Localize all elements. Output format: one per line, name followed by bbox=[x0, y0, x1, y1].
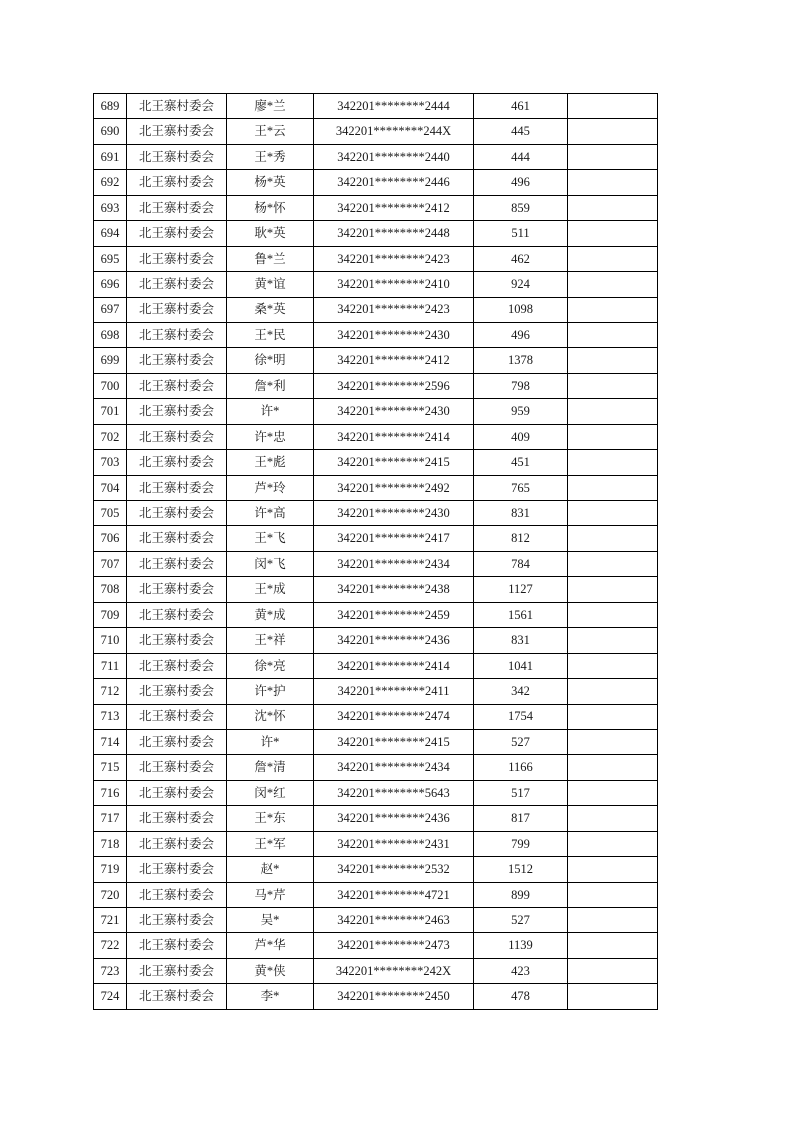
roster-table bbox=[93, 93, 658, 1010]
table-row bbox=[94, 450, 658, 475]
row-number-cell: 704 bbox=[94, 475, 127, 500]
table-row bbox=[94, 857, 658, 882]
row-number-cell: 701 bbox=[94, 399, 127, 424]
village-committee-cell: 北王寨村委会 bbox=[127, 399, 227, 424]
roster-table-body bbox=[94, 94, 658, 1010]
empty-note-cell bbox=[568, 933, 658, 958]
row-number-cell: 692 bbox=[94, 170, 127, 195]
village-committee-cell: 北王寨村委会 bbox=[127, 119, 227, 144]
empty-note-cell bbox=[568, 246, 658, 271]
empty-note-cell bbox=[568, 551, 658, 576]
empty-note-cell bbox=[568, 501, 658, 526]
village-committee-cell: 北王寨村委会 bbox=[127, 755, 227, 780]
masked-id-cell: 342201********2463 bbox=[314, 908, 474, 933]
masked-id-cell: 342201********2431 bbox=[314, 831, 474, 856]
table-row bbox=[94, 119, 658, 144]
person-name-cell: 赵* bbox=[227, 857, 314, 882]
table-row bbox=[94, 195, 658, 220]
village-committee-cell: 北王寨村委会 bbox=[127, 551, 227, 576]
row-number-cell: 721 bbox=[94, 908, 127, 933]
person-name-cell: 吴* bbox=[227, 908, 314, 933]
row-number-cell: 695 bbox=[94, 246, 127, 271]
row-number-cell: 708 bbox=[94, 577, 127, 602]
table-row bbox=[94, 373, 658, 398]
table-row bbox=[94, 144, 658, 169]
person-name-cell: 王*云 bbox=[227, 119, 314, 144]
village-committee-cell: 北王寨村委会 bbox=[127, 628, 227, 653]
masked-id-cell: 342201********2459 bbox=[314, 602, 474, 627]
village-committee-cell: 北王寨村委会 bbox=[127, 170, 227, 195]
amount-cell: 924 bbox=[474, 272, 568, 297]
amount-cell: 1166 bbox=[474, 755, 568, 780]
row-number-cell: 716 bbox=[94, 780, 127, 805]
village-committee-cell: 北王寨村委会 bbox=[127, 704, 227, 729]
masked-id-cell: 342201********2430 bbox=[314, 399, 474, 424]
empty-note-cell bbox=[568, 958, 658, 983]
village-committee-cell: 北王寨村委会 bbox=[127, 984, 227, 1009]
village-committee-cell: 北王寨村委会 bbox=[127, 602, 227, 627]
table-row bbox=[94, 755, 658, 780]
row-number-cell: 720 bbox=[94, 882, 127, 907]
person-name-cell: 徐*亮 bbox=[227, 653, 314, 678]
table-row bbox=[94, 831, 658, 856]
amount-cell: 799 bbox=[474, 831, 568, 856]
row-number-cell: 694 bbox=[94, 221, 127, 246]
empty-note-cell bbox=[568, 475, 658, 500]
empty-note-cell bbox=[568, 195, 658, 220]
table-row bbox=[94, 246, 658, 271]
masked-id-cell: 342201********2532 bbox=[314, 857, 474, 882]
person-name-cell: 闵*飞 bbox=[227, 551, 314, 576]
amount-cell: 444 bbox=[474, 144, 568, 169]
village-committee-cell: 北王寨村委会 bbox=[127, 501, 227, 526]
masked-id-cell: 342201********2415 bbox=[314, 450, 474, 475]
village-committee-cell: 北王寨村委会 bbox=[127, 450, 227, 475]
masked-id-cell: 342201********2434 bbox=[314, 755, 474, 780]
empty-note-cell bbox=[568, 602, 658, 627]
person-name-cell: 许* bbox=[227, 729, 314, 754]
empty-note-cell bbox=[568, 857, 658, 882]
masked-id-cell: 342201********244X bbox=[314, 119, 474, 144]
empty-note-cell bbox=[568, 653, 658, 678]
village-committee-cell: 北王寨村委会 bbox=[127, 195, 227, 220]
table-row bbox=[94, 704, 658, 729]
village-committee-cell: 北王寨村委会 bbox=[127, 322, 227, 347]
row-number-cell: 712 bbox=[94, 679, 127, 704]
amount-cell: 1098 bbox=[474, 297, 568, 322]
village-committee-cell: 北王寨村委会 bbox=[127, 577, 227, 602]
table-row bbox=[94, 653, 658, 678]
village-committee-cell: 北王寨村委会 bbox=[127, 373, 227, 398]
village-committee-cell: 北王寨村委会 bbox=[127, 424, 227, 449]
table-row bbox=[94, 272, 658, 297]
village-committee-cell: 北王寨村委会 bbox=[127, 144, 227, 169]
masked-id-cell: 342201********2423 bbox=[314, 246, 474, 271]
amount-cell: 959 bbox=[474, 399, 568, 424]
empty-note-cell bbox=[568, 526, 658, 551]
amount-cell: 423 bbox=[474, 958, 568, 983]
masked-id-cell: 342201********2446 bbox=[314, 170, 474, 195]
village-committee-cell: 北王寨村委会 bbox=[127, 297, 227, 322]
table-row bbox=[94, 475, 658, 500]
amount-cell: 817 bbox=[474, 806, 568, 831]
masked-id-cell: 342201********2415 bbox=[314, 729, 474, 754]
masked-id-cell: 342201********2430 bbox=[314, 322, 474, 347]
amount-cell: 859 bbox=[474, 195, 568, 220]
empty-note-cell bbox=[568, 119, 658, 144]
masked-id-cell: 342201********2492 bbox=[314, 475, 474, 500]
masked-id-cell: 342201********2450 bbox=[314, 984, 474, 1009]
person-name-cell: 芦*玲 bbox=[227, 475, 314, 500]
masked-id-cell: 342201********2473 bbox=[314, 933, 474, 958]
row-number-cell: 693 bbox=[94, 195, 127, 220]
person-name-cell: 闵*红 bbox=[227, 780, 314, 805]
amount-cell: 1512 bbox=[474, 857, 568, 882]
person-name-cell: 黄*谊 bbox=[227, 272, 314, 297]
table-row bbox=[94, 526, 658, 551]
person-name-cell: 许*护 bbox=[227, 679, 314, 704]
amount-cell: 478 bbox=[474, 984, 568, 1009]
empty-note-cell bbox=[568, 399, 658, 424]
person-name-cell: 王*成 bbox=[227, 577, 314, 602]
empty-note-cell bbox=[568, 297, 658, 322]
row-number-cell: 711 bbox=[94, 653, 127, 678]
village-committee-cell: 北王寨村委会 bbox=[127, 908, 227, 933]
table-row bbox=[94, 882, 658, 907]
row-number-cell: 710 bbox=[94, 628, 127, 653]
row-number-cell: 714 bbox=[94, 729, 127, 754]
row-number-cell: 706 bbox=[94, 526, 127, 551]
village-committee-cell: 北王寨村委会 bbox=[127, 679, 227, 704]
row-number-cell: 724 bbox=[94, 984, 127, 1009]
empty-note-cell bbox=[568, 450, 658, 475]
amount-cell: 765 bbox=[474, 475, 568, 500]
row-number-cell: 715 bbox=[94, 755, 127, 780]
table-row bbox=[94, 729, 658, 754]
table-row bbox=[94, 984, 658, 1009]
row-number-cell: 696 bbox=[94, 272, 127, 297]
person-name-cell: 王*东 bbox=[227, 806, 314, 831]
person-name-cell: 马*芹 bbox=[227, 882, 314, 907]
masked-id-cell: 342201********2436 bbox=[314, 806, 474, 831]
amount-cell: 527 bbox=[474, 908, 568, 933]
row-number-cell: 697 bbox=[94, 297, 127, 322]
village-committee-cell: 北王寨村委会 bbox=[127, 348, 227, 373]
person-name-cell: 许* bbox=[227, 399, 314, 424]
masked-id-cell: 342201********2448 bbox=[314, 221, 474, 246]
amount-cell: 462 bbox=[474, 246, 568, 271]
table-row bbox=[94, 679, 658, 704]
masked-id-cell: 342201********242X bbox=[314, 958, 474, 983]
table-row bbox=[94, 780, 658, 805]
empty-note-cell bbox=[568, 170, 658, 195]
empty-note-cell bbox=[568, 348, 658, 373]
masked-id-cell: 342201********2410 bbox=[314, 272, 474, 297]
table-row bbox=[94, 501, 658, 526]
table-row bbox=[94, 933, 658, 958]
empty-note-cell bbox=[568, 272, 658, 297]
masked-id-cell: 342201********2596 bbox=[314, 373, 474, 398]
table-row bbox=[94, 577, 658, 602]
village-committee-cell: 北王寨村委会 bbox=[127, 857, 227, 882]
village-committee-cell: 北王寨村委会 bbox=[127, 246, 227, 271]
table-row bbox=[94, 602, 658, 627]
village-committee-cell: 北王寨村委会 bbox=[127, 272, 227, 297]
person-name-cell: 詹*清 bbox=[227, 755, 314, 780]
masked-id-cell: 342201********2417 bbox=[314, 526, 474, 551]
masked-id-cell: 342201********2411 bbox=[314, 679, 474, 704]
masked-id-cell: 342201********2444 bbox=[314, 94, 474, 119]
person-name-cell: 桑*英 bbox=[227, 297, 314, 322]
amount-cell: 1041 bbox=[474, 653, 568, 678]
person-name-cell: 杨*英 bbox=[227, 170, 314, 195]
person-name-cell: 王*彪 bbox=[227, 450, 314, 475]
masked-id-cell: 342201********4721 bbox=[314, 882, 474, 907]
amount-cell: 812 bbox=[474, 526, 568, 551]
person-name-cell: 詹*利 bbox=[227, 373, 314, 398]
table-row bbox=[94, 322, 658, 347]
masked-id-cell: 342201********2474 bbox=[314, 704, 474, 729]
table-row bbox=[94, 399, 658, 424]
row-number-cell: 699 bbox=[94, 348, 127, 373]
person-name-cell: 王*飞 bbox=[227, 526, 314, 551]
person-name-cell: 王*军 bbox=[227, 831, 314, 856]
person-name-cell: 黄*侠 bbox=[227, 958, 314, 983]
masked-id-cell: 342201********5643 bbox=[314, 780, 474, 805]
person-name-cell: 徐*明 bbox=[227, 348, 314, 373]
amount-cell: 784 bbox=[474, 551, 568, 576]
amount-cell: 445 bbox=[474, 119, 568, 144]
masked-id-cell: 342201********2414 bbox=[314, 424, 474, 449]
amount-cell: 527 bbox=[474, 729, 568, 754]
row-number-cell: 722 bbox=[94, 933, 127, 958]
row-number-cell: 723 bbox=[94, 958, 127, 983]
row-number-cell: 690 bbox=[94, 119, 127, 144]
empty-note-cell bbox=[568, 882, 658, 907]
empty-note-cell bbox=[568, 577, 658, 602]
row-number-cell: 700 bbox=[94, 373, 127, 398]
amount-cell: 899 bbox=[474, 882, 568, 907]
person-name-cell: 芦*华 bbox=[227, 933, 314, 958]
village-committee-cell: 北王寨村委会 bbox=[127, 806, 227, 831]
person-name-cell: 王*祥 bbox=[227, 628, 314, 653]
table-row bbox=[94, 424, 658, 449]
village-committee-cell: 北王寨村委会 bbox=[127, 653, 227, 678]
masked-id-cell: 342201********2414 bbox=[314, 653, 474, 678]
amount-cell: 451 bbox=[474, 450, 568, 475]
row-number-cell: 691 bbox=[94, 144, 127, 169]
amount-cell: 1139 bbox=[474, 933, 568, 958]
village-committee-cell: 北王寨村委会 bbox=[127, 94, 227, 119]
table-row bbox=[94, 170, 658, 195]
masked-id-cell: 342201********2440 bbox=[314, 144, 474, 169]
empty-note-cell bbox=[568, 831, 658, 856]
table-row bbox=[94, 908, 658, 933]
amount-cell: 1561 bbox=[474, 602, 568, 627]
masked-id-cell: 342201********2412 bbox=[314, 348, 474, 373]
masked-id-cell: 342201********2412 bbox=[314, 195, 474, 220]
table-row bbox=[94, 297, 658, 322]
amount-cell: 496 bbox=[474, 322, 568, 347]
village-committee-cell: 北王寨村委会 bbox=[127, 221, 227, 246]
village-committee-cell: 北王寨村委会 bbox=[127, 933, 227, 958]
empty-note-cell bbox=[568, 221, 658, 246]
person-name-cell: 黄*成 bbox=[227, 602, 314, 627]
village-committee-cell: 北王寨村委会 bbox=[127, 780, 227, 805]
empty-note-cell bbox=[568, 144, 658, 169]
amount-cell: 461 bbox=[474, 94, 568, 119]
village-committee-cell: 北王寨村委会 bbox=[127, 958, 227, 983]
table-row bbox=[94, 221, 658, 246]
village-committee-cell: 北王寨村委会 bbox=[127, 475, 227, 500]
village-committee-cell: 北王寨村委会 bbox=[127, 526, 227, 551]
table-row bbox=[94, 348, 658, 373]
person-name-cell: 许*忠 bbox=[227, 424, 314, 449]
empty-note-cell bbox=[568, 704, 658, 729]
masked-id-cell: 342201********2434 bbox=[314, 551, 474, 576]
village-committee-cell: 北王寨村委会 bbox=[127, 882, 227, 907]
amount-cell: 511 bbox=[474, 221, 568, 246]
empty-note-cell bbox=[568, 373, 658, 398]
row-number-cell: 713 bbox=[94, 704, 127, 729]
masked-id-cell: 342201********2438 bbox=[314, 577, 474, 602]
masked-id-cell: 342201********2423 bbox=[314, 297, 474, 322]
empty-note-cell bbox=[568, 908, 658, 933]
village-committee-cell: 北王寨村委会 bbox=[127, 729, 227, 754]
person-name-cell: 廖*兰 bbox=[227, 94, 314, 119]
amount-cell: 1127 bbox=[474, 577, 568, 602]
amount-cell: 342 bbox=[474, 679, 568, 704]
person-name-cell: 王*秀 bbox=[227, 144, 314, 169]
village-committee-cell: 北王寨村委会 bbox=[127, 831, 227, 856]
row-number-cell: 702 bbox=[94, 424, 127, 449]
person-name-cell: 杨*怀 bbox=[227, 195, 314, 220]
masked-id-cell: 342201********2430 bbox=[314, 501, 474, 526]
empty-note-cell bbox=[568, 628, 658, 653]
amount-cell: 831 bbox=[474, 628, 568, 653]
amount-cell: 831 bbox=[474, 501, 568, 526]
amount-cell: 517 bbox=[474, 780, 568, 805]
empty-note-cell bbox=[568, 806, 658, 831]
person-name-cell: 鲁*兰 bbox=[227, 246, 314, 271]
person-name-cell: 沈*怀 bbox=[227, 704, 314, 729]
table-row bbox=[94, 551, 658, 576]
table-row bbox=[94, 958, 658, 983]
row-number-cell: 698 bbox=[94, 322, 127, 347]
row-number-cell: 705 bbox=[94, 501, 127, 526]
row-number-cell: 719 bbox=[94, 857, 127, 882]
empty-note-cell bbox=[568, 94, 658, 119]
row-number-cell: 709 bbox=[94, 602, 127, 627]
row-number-cell: 703 bbox=[94, 450, 127, 475]
amount-cell: 496 bbox=[474, 170, 568, 195]
empty-note-cell bbox=[568, 984, 658, 1009]
amount-cell: 1754 bbox=[474, 704, 568, 729]
empty-note-cell bbox=[568, 679, 658, 704]
person-name-cell: 耿*英 bbox=[227, 221, 314, 246]
table-row bbox=[94, 628, 658, 653]
masked-id-cell: 342201********2436 bbox=[314, 628, 474, 653]
amount-cell: 1378 bbox=[474, 348, 568, 373]
empty-note-cell bbox=[568, 729, 658, 754]
row-number-cell: 689 bbox=[94, 94, 127, 119]
row-number-cell: 717 bbox=[94, 806, 127, 831]
amount-cell: 798 bbox=[474, 373, 568, 398]
row-number-cell: 718 bbox=[94, 831, 127, 856]
table-row bbox=[94, 94, 658, 119]
person-name-cell: 王*民 bbox=[227, 322, 314, 347]
amount-cell: 409 bbox=[474, 424, 568, 449]
empty-note-cell bbox=[568, 780, 658, 805]
empty-note-cell bbox=[568, 322, 658, 347]
person-name-cell: 许*高 bbox=[227, 501, 314, 526]
empty-note-cell bbox=[568, 755, 658, 780]
empty-note-cell bbox=[568, 424, 658, 449]
row-number-cell: 707 bbox=[94, 551, 127, 576]
person-name-cell: 李* bbox=[227, 984, 314, 1009]
table-row bbox=[94, 806, 658, 831]
